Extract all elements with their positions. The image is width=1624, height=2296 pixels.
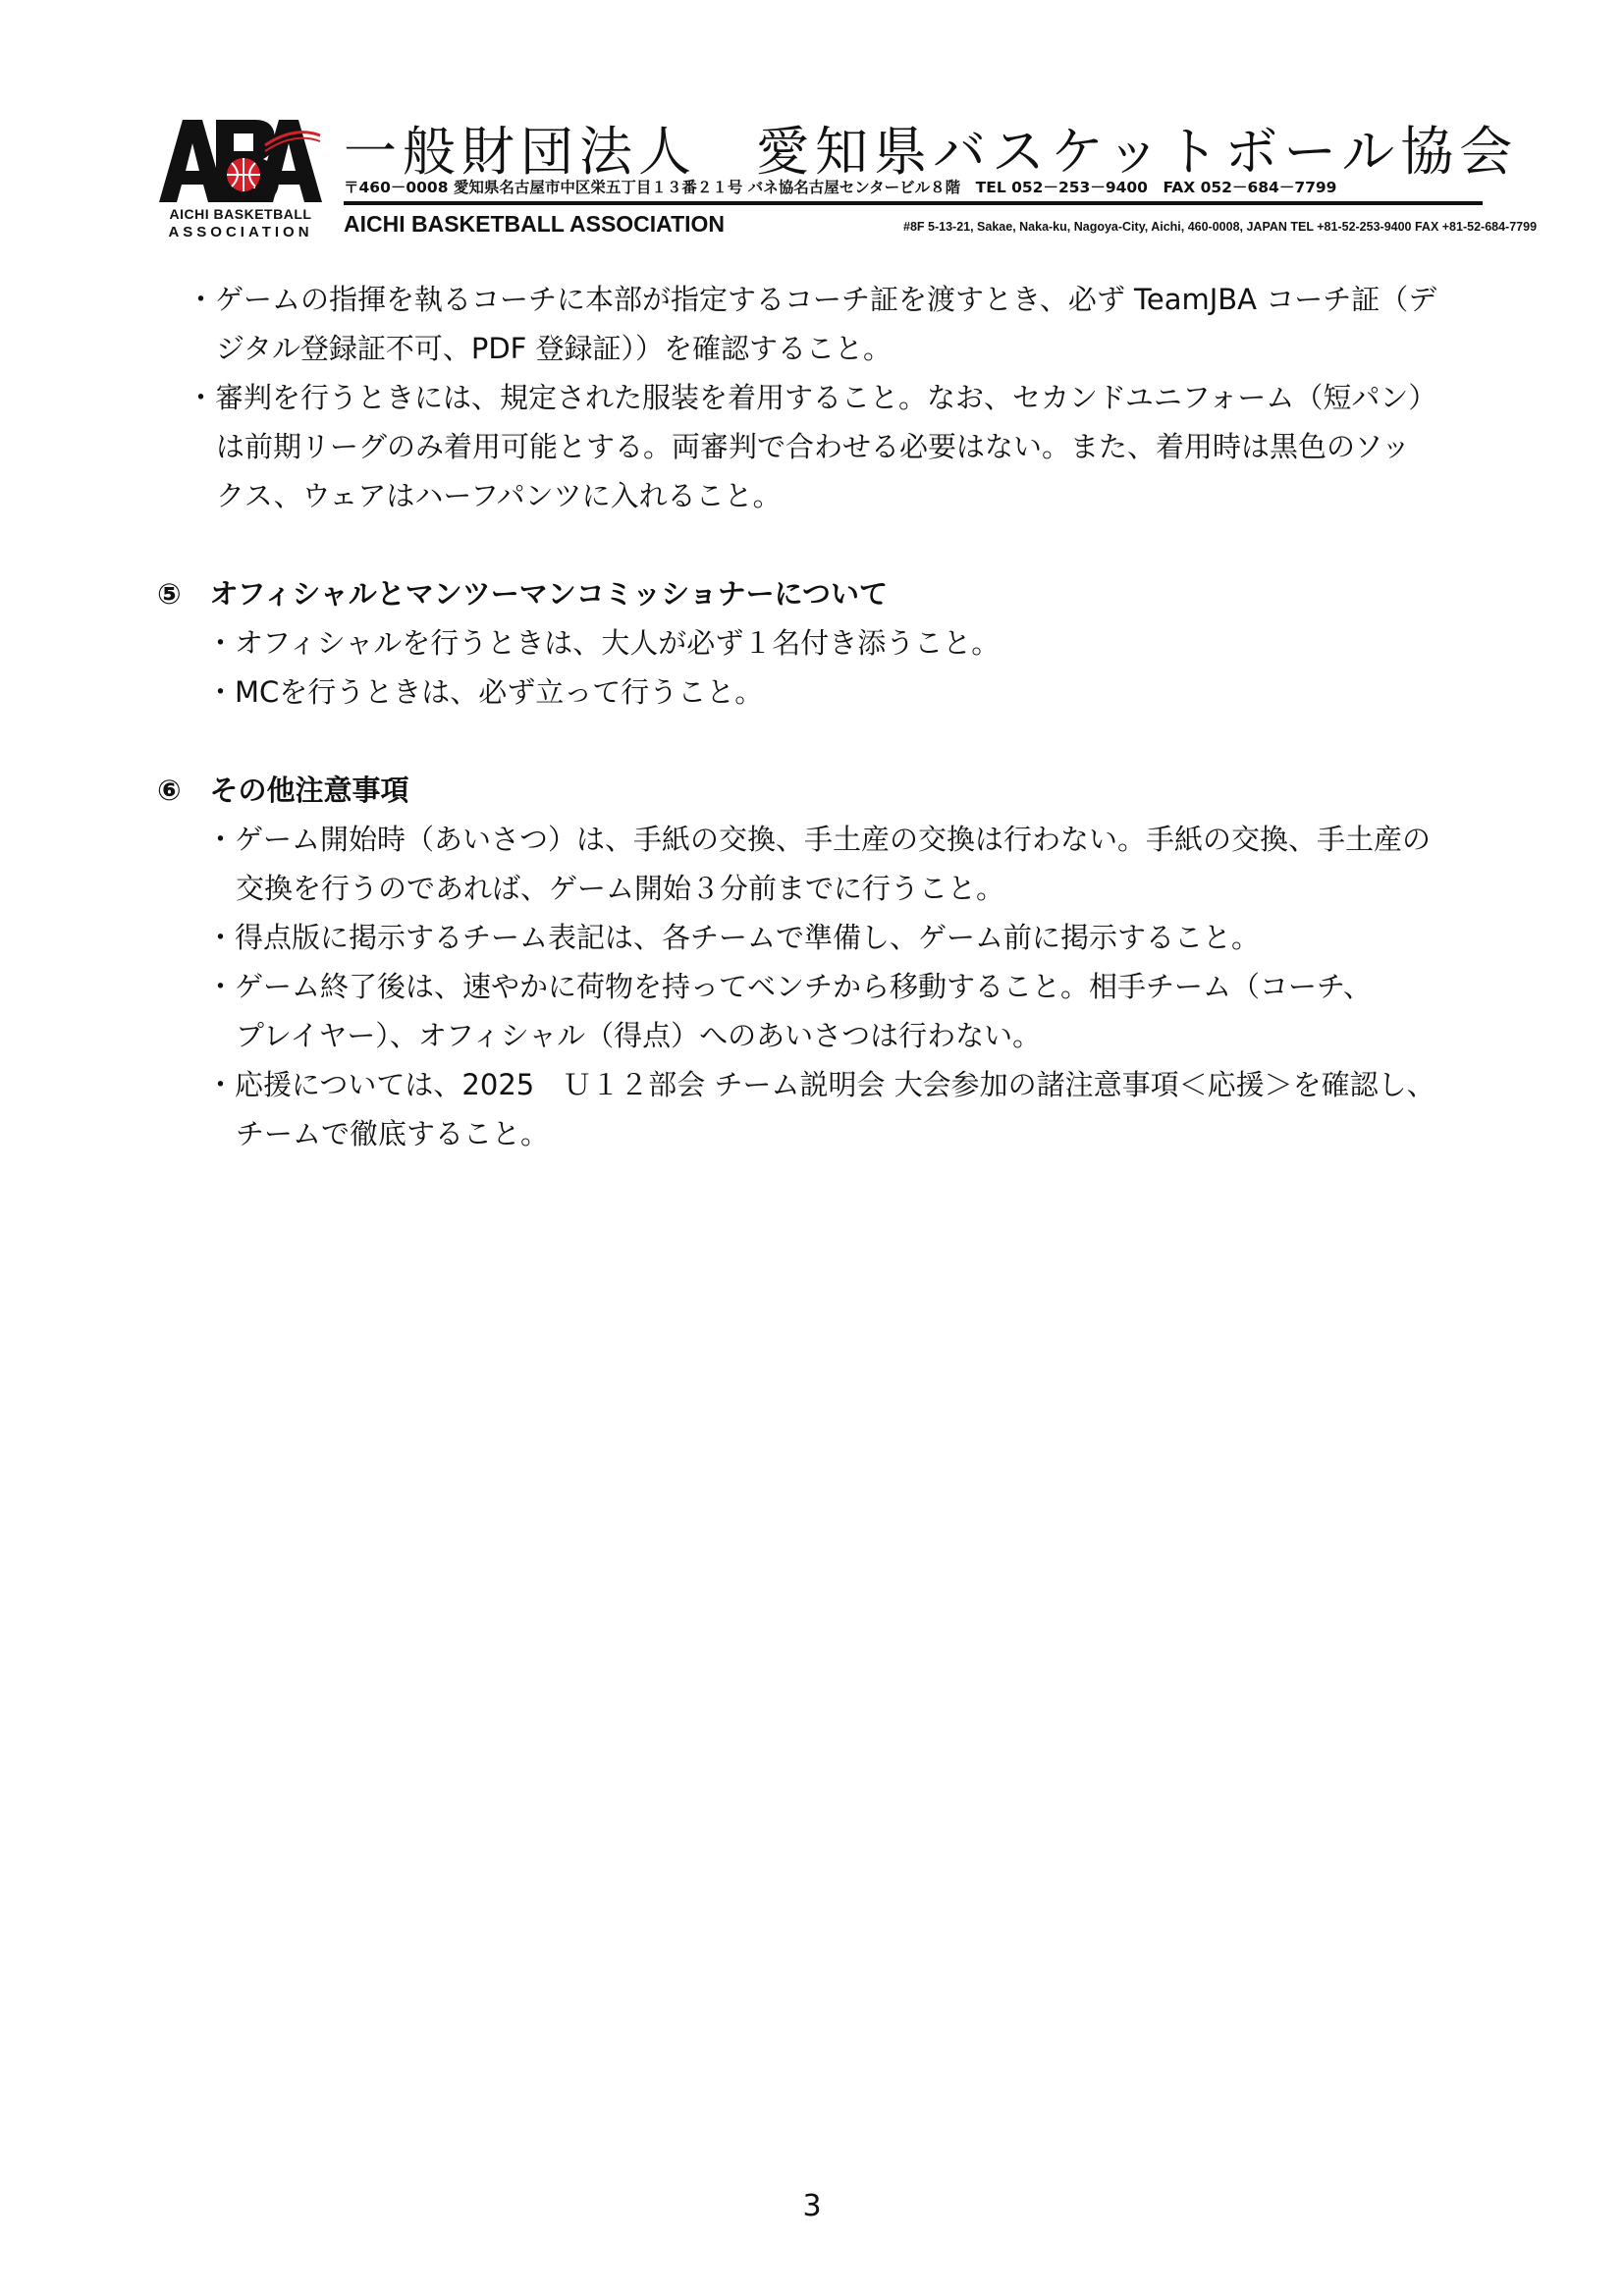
bullet-line: ・ゲーム終了後は、速やかに荷物を持ってベンチから移動すること。相手チーム（コーチ、 xyxy=(206,970,1372,1003)
address-ja: 〒460－0008 愛知県名古屋市中区栄五丁目１３番２１号 バネ協名古屋センタービル８階 TEL 052－253－9400 FAX 052－684－7799 xyxy=(344,179,1337,196)
bullet-line: クス、ウェアはハーフパンツに入れること。 xyxy=(216,479,782,512)
bullet-line: プレイヤー）、オフィシャル（得点）へのあいさつは行わない。 xyxy=(236,1019,1042,1052)
bullet-line: チームで徹底すること。 xyxy=(236,1117,550,1150)
page-number: 3 xyxy=(802,2189,822,2223)
aba-logo-mark xyxy=(157,116,324,206)
section-6-title: ⑥ その他注意事項 xyxy=(157,774,409,807)
bullet-line: 交換を行うのであれば、ゲーム開始３分前までに行うこと。 xyxy=(236,872,1005,905)
organization-name-ja: 一般財団法人 愛知県バスケットボール協会 xyxy=(344,121,1519,183)
organization-name-en: AICHI BASKETBALL ASSOCIATION xyxy=(344,211,726,237)
address-en: #8F 5-13-21, Sakae, Naka-ku, Nagoya-City, Aichi, 460-0008, JAPAN TEL +81-52-253-9400 FAX +81-52-684-7799 xyxy=(903,220,1538,234)
header-rule xyxy=(344,201,1483,205)
spacer xyxy=(157,717,1492,766)
spacer xyxy=(157,520,1492,569)
bullet-line: ・応援については、2025 Ｕ１２部会 チーム説明会 大会参加の諸注意事項＜応援＞を確認し、 xyxy=(206,1068,1435,1101)
bullet-line: は前期リーグのみ着用可能とする。両審判で合わせる必要はない。また、着用時は黒色のソッ xyxy=(216,430,1410,463)
bullet-line: ・審判を行うときには、規定された服装を着用すること。なお、セカンドユニフォーム（短パン） xyxy=(187,381,1437,414)
bullet-line: ジタル登録証不可、PDF 登録証））を確認すること。 xyxy=(216,332,893,365)
letterhead xyxy=(157,110,1538,240)
bullet-line: ・得点版に掲示するチーム表記は、各チームで準備し、ゲーム前に掲示すること。 xyxy=(206,921,1261,954)
bullet-line: ・ゲーム開始時（あいさつ）は、手紙の交換、手土産の交換は行わない。手紙の交換、手土産の xyxy=(206,823,1432,856)
bullet-line: ・ゲームの指揮を執るコーチに本部が指定するコーチ証を渡すとき、必ず TeamJBA コーチ証（デ xyxy=(187,283,1437,316)
document-body xyxy=(157,275,1492,1158)
aba-logo xyxy=(157,116,324,238)
logo-subtitle-line1: AICHI BASKETBALL xyxy=(169,206,312,222)
bullet-line: ・MCを行うときは、必ず立って行うこと。 xyxy=(206,675,764,709)
bullet-line: ・オフィシャルを行うときは、大人が必ず１名付き添うこと。 xyxy=(206,626,1001,660)
logo-subtitle-line2: ASSOCIATION xyxy=(168,224,313,240)
section-5-title: ⑤ オフィシャルとマンツーマンコミッショナーについて xyxy=(157,577,889,611)
